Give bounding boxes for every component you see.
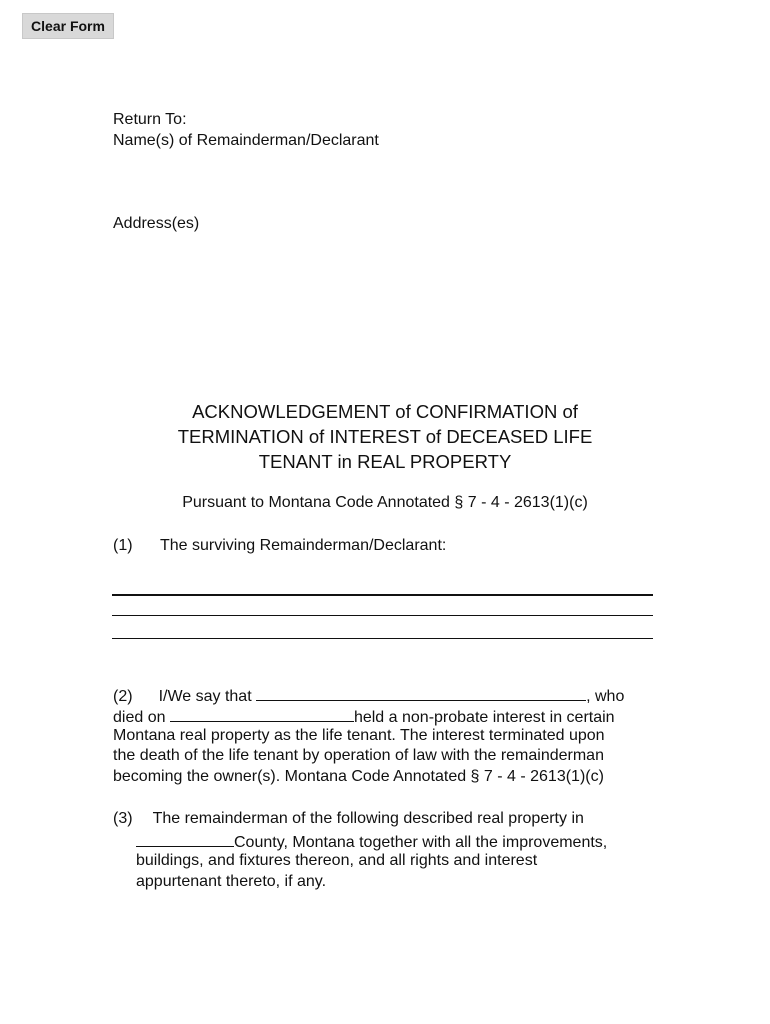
section-3-line-0 <box>113 809 584 830</box>
county-field[interactable] <box>136 830 234 847</box>
return-to-label: Return To: <box>113 111 187 128</box>
section-3-line-1-rest: County, Montana together with all the improvements, <box>234 834 608 851</box>
section-2-died-on: died on <box>113 709 166 726</box>
section-3-line-3: appurtenant thereto, if any. <box>136 873 327 890</box>
declarant-line-1[interactable] <box>112 594 653 596</box>
section-2-line-1-rest: held a non-probate interest in certain <box>353 709 615 726</box>
document-title-line-1: ACKNOWLEDGEMENT of CONFIRMATION of <box>192 401 578 422</box>
section-2-lead: I/We say that <box>158 688 252 705</box>
declarant-line-3[interactable] <box>112 638 653 639</box>
section-1-text: The surviving Remainderman/Declarant: <box>160 537 447 554</box>
section-1-number: (1) <box>113 537 133 554</box>
section-3-number: (3) <box>113 810 133 827</box>
section-2-line-1 <box>113 705 615 729</box>
document-title-line-3: TENANT in REAL PROPERTY <box>258 451 512 472</box>
section-3-line-1 <box>136 830 607 854</box>
section-2-line-2: Montana real property as the life tenant. The interest terminated upon <box>113 727 605 744</box>
declarant-line-2[interactable] <box>112 615 653 616</box>
clear-form-button[interactable]: Clear Form <box>22 13 114 39</box>
section-2-who: , who <box>586 688 625 705</box>
section-3-line-0-text: The remainderman of the following described real property in <box>152 810 584 827</box>
section-2-line-3: the death of the life tenant by operation of law with the remainderman <box>113 747 604 764</box>
address-label: Address(es) <box>113 215 200 232</box>
deceased-name-field[interactable] <box>256 684 586 701</box>
section-3-line-2: buildings, and fixtures thereon, and all rights and interest <box>136 852 538 869</box>
section-2-line-4: becoming the owner(s). Montana Code Annotated § 7 - 4 - 2613(1)(c) <box>113 768 604 785</box>
document-subtitle: Pursuant to Montana Code Annotated § 7 - 4 - 2613(1)(c) <box>182 494 588 511</box>
document-title-line-2: TERMINATION of INTEREST of DECEASED LIFE <box>177 426 593 447</box>
section-2-number: (2) <box>113 688 133 705</box>
remainderman-names-label: Name(s) of Remainderman/Declarant <box>113 132 379 149</box>
date-of-death-field[interactable] <box>170 705 354 722</box>
section-2-line-0 <box>113 684 624 708</box>
